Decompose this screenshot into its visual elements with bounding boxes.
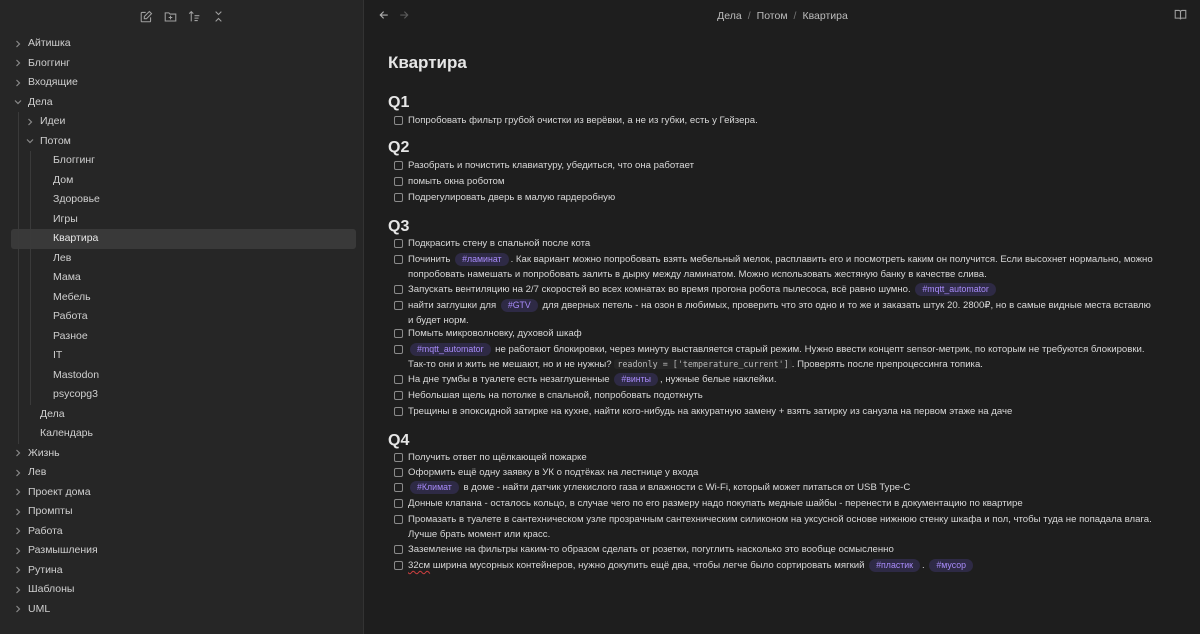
breadcrumb-item[interactable]: Дела (717, 10, 742, 22)
tree-item-label: IT (53, 349, 63, 361)
tree-file[interactable] (11, 327, 356, 347)
tree-folder[interactable] (11, 73, 356, 93)
tag-link[interactable]: #мусор (929, 559, 973, 572)
tree-item-label: Шаблоны (28, 583, 75, 595)
chevron-right-icon[interactable] (13, 580, 23, 600)
task-text (408, 512, 1154, 542)
task-text-segment: Починить (408, 254, 454, 265)
chevron-right-icon[interactable] (13, 561, 23, 581)
task-text (408, 558, 1154, 573)
tree-item-label: psycopg3 (53, 388, 98, 400)
tree-item-label: Промпты (28, 505, 73, 517)
tree-item-label: Лев (53, 251, 72, 264)
tree-file[interactable] (11, 190, 356, 210)
task-text (408, 113, 1154, 128)
chevron-down-icon[interactable] (25, 132, 35, 152)
tree-folder[interactable] (11, 93, 356, 113)
task-checkbox[interactable] (394, 561, 403, 570)
task-text-segment: Попробовать фильтр грубой очистки из верёвки, а не из губки, есть у Гейзера. (408, 115, 758, 126)
new-folder-icon[interactable] (163, 9, 177, 23)
task-text-segment: в доме - найти датчик углекислого газа и влажности с Wi-Fi, который может питаться от USB Type-C (460, 482, 911, 493)
task-text-segment: Трещины в эпоксидной затирке на кухне, найти кого-нибудь на аккуратную замену + взять затирку из санузла на первом этаже на даче (408, 406, 1013, 417)
indent-guide (18, 112, 19, 444)
task-checkbox[interactable] (394, 193, 403, 202)
tag-link[interactable]: #Климат (410, 481, 459, 494)
task-text-segment: Небольшая щель на потолке в спальной, попробовать подоткнуть (408, 390, 703, 401)
indent-guide (30, 151, 31, 405)
tree-folder[interactable] (11, 444, 356, 464)
task-checkbox[interactable] (394, 161, 403, 170)
task-text (408, 326, 1154, 341)
reading-view-book-icon[interactable] (1174, 8, 1188, 22)
tree-item-label: Работа (28, 524, 63, 537)
tree-file[interactable] (11, 288, 356, 308)
task-checkbox[interactable] (394, 177, 403, 186)
tree-item-label: Мебель (53, 290, 91, 303)
task-item (394, 158, 1154, 173)
task-text (408, 496, 1154, 511)
task-text (408, 342, 1154, 372)
task-text-segment: Заземление на фильтры каким-то образом сделать от розетки, погуглить насколько это вообще осмысленно (408, 544, 894, 555)
task-item (394, 450, 1154, 465)
tree-item-label: Квартира (53, 232, 99, 244)
task-text-segment: . Как вариант можно попробовать взять мебельный мелок, расплавить его и посмотреть каким он получится. Если высохнет нормально, можно попробовать намешать и попробовать залить в дырку между ламинатом. Можно использовать жестяную банку в качестве слива. (408, 254, 1153, 281)
task-text-segment: Промазать в туалете в сантехническом узле прозрачным сантехническим силиконом на уксусной основе нижнюю стенку шкафа и пол, чтобы туда не попадала влага. Лучше брать момент или красс. (408, 514, 1152, 541)
tree-item-label: Айтишка (28, 37, 71, 49)
sort-icon[interactable] (187, 9, 201, 23)
tree-item-label: Разное (53, 329, 88, 342)
tree-item-label: UML (28, 602, 51, 615)
chevron-right-icon[interactable] (13, 502, 23, 522)
tree-file[interactable] (11, 424, 356, 444)
editor-pane (365, 0, 1200, 634)
task-text (408, 236, 1154, 251)
new-note-icon[interactable] (139, 9, 153, 23)
task-checkbox[interactable] (394, 345, 403, 354)
task-text-segment: , нужные белые наклейки. (660, 374, 777, 385)
tree-folder[interactable] (11, 522, 356, 542)
tree-item-label: Дела (40, 407, 65, 420)
chevron-right-icon[interactable] (13, 522, 23, 542)
chevron-right-icon[interactable] (13, 600, 23, 620)
tree-folder[interactable] (11, 463, 356, 483)
tree-file[interactable] (11, 268, 356, 288)
task-text-segment: . (922, 560, 928, 571)
chevron-right-icon[interactable] (13, 34, 23, 54)
task-checkbox[interactable] (394, 483, 403, 492)
task-item (394, 465, 1154, 480)
tree-item-label: Здоровье (53, 193, 100, 205)
tree-folder[interactable] (11, 600, 356, 620)
task-text (408, 158, 1154, 173)
task-checkbox[interactable] (394, 545, 403, 554)
task-text (408, 174, 1154, 189)
file-explorer-sidebar (0, 0, 364, 634)
task-item (394, 342, 1154, 372)
tree-folder[interactable] (11, 132, 356, 152)
tree-folder[interactable] (11, 54, 356, 74)
task-text (408, 465, 1154, 480)
task-text (408, 450, 1154, 465)
sidebar-toolbar (0, 0, 364, 32)
breadcrumb-item[interactable]: Квартира (802, 10, 848, 22)
task-checkbox[interactable] (394, 239, 403, 248)
task-item (394, 480, 1154, 495)
tree-file[interactable] (11, 385, 356, 405)
task-item (394, 496, 1154, 511)
tree-item-label: Проект дома (28, 485, 91, 498)
tree-item-label: Идеи (40, 115, 66, 127)
tree-file[interactable] (11, 307, 356, 327)
task-item (394, 174, 1154, 189)
tree-folder[interactable] (11, 34, 356, 54)
tree-file[interactable] (11, 171, 356, 191)
task-checkbox[interactable] (394, 391, 403, 400)
task-checkbox[interactable] (394, 116, 403, 125)
task-text-segment: найти заглушки для (408, 300, 499, 311)
tag-link[interactable]: #ламинат (455, 253, 508, 266)
note-content (388, 50, 1178, 571)
inline-code: readonly = ['temperature_current'] (614, 359, 791, 369)
tree-item-label: Дела (28, 95, 53, 108)
task-text (408, 372, 1154, 387)
task-item (394, 190, 1154, 205)
task-item (394, 252, 1154, 282)
task-text (408, 298, 1154, 328)
task-item (394, 372, 1154, 387)
task-text (408, 404, 1154, 419)
tree-folder[interactable] (11, 483, 356, 503)
tag-link[interactable]: #mqtt_automator (410, 343, 491, 356)
task-text-segment: Запускать вентиляцию на 2/7 скоростей во всех комнатах во время прогона робота пылесоса, всё равно шумно. (408, 284, 914, 295)
tree-file[interactable] (11, 210, 356, 230)
tree-file[interactable] (11, 249, 356, 269)
task-text-segment: для дверных петель - на озон в любимых, проверить что это одно и то же и заказать штук 20. 2800₽, но в самые видные места вставлю и будет норм. (408, 300, 1151, 327)
task-checkbox[interactable] (394, 329, 403, 338)
task-checkbox[interactable] (394, 375, 403, 384)
task-text-segment: Подкрасить стену в спальной после кота (408, 238, 591, 249)
tree-item-label: Рутина (28, 563, 63, 576)
view-header (365, 0, 1200, 32)
section-heading: Q4 (388, 432, 410, 449)
task-checkbox[interactable] (394, 255, 403, 264)
chevron-right-icon[interactable] (13, 444, 23, 464)
task-text-segment: помыть окна роботом (408, 176, 505, 187)
task-checkbox[interactable] (394, 468, 403, 477)
task-item (394, 558, 1154, 573)
tree-item-label: Дом (53, 173, 74, 186)
tag-link[interactable]: #винты (614, 373, 658, 386)
tree-folder[interactable] (11, 580, 356, 600)
task-item (394, 388, 1154, 403)
tree-item-label: Блоггинг (28, 56, 71, 69)
tag-link[interactable]: #пластик (869, 559, 920, 572)
task-text (408, 282, 1154, 297)
task-text (408, 388, 1154, 403)
task-text-segment: Донные клапана - осталось кольцо, в случае чего по его размеру надо покупать медные шайбы - перенести в документацию по квартире (408, 498, 1023, 509)
chevron-right-icon[interactable] (25, 112, 35, 132)
tree-folder[interactable] (11, 561, 356, 581)
chevron-right-icon[interactable] (13, 54, 23, 74)
chevron-right-icon[interactable] (13, 541, 23, 561)
tree-item-label: Жизнь (28, 446, 60, 459)
task-checkbox[interactable] (394, 515, 403, 524)
tree-item-label: Игры (53, 212, 78, 225)
chevron-down-icon[interactable] (13, 93, 23, 113)
task-text-segment: Подрегулировать дверь в малую гардеробную (408, 192, 616, 203)
tree-file[interactable] (11, 405, 356, 425)
tree-file[interactable] (11, 366, 356, 386)
tag-link[interactable]: #mqtt_automator (915, 283, 996, 296)
task-checkbox[interactable] (394, 499, 403, 508)
tree-file[interactable] (11, 151, 356, 171)
tree-file[interactable] (11, 229, 356, 249)
tree-folder[interactable] (11, 541, 356, 561)
note-title: Квартира (388, 53, 467, 72)
section-heading: Q1 (388, 94, 410, 111)
task-item (394, 404, 1154, 419)
tree-item-label: Лев (28, 466, 47, 478)
task-text-segment: Получить ответ по щёлкающей пожарке (408, 452, 587, 463)
tree-item-label: Мама (53, 271, 81, 283)
task-item (394, 326, 1154, 341)
task-checkbox[interactable] (394, 301, 403, 310)
task-text (408, 190, 1154, 205)
chevron-right-icon[interactable] (13, 483, 23, 503)
task-item (394, 282, 1154, 297)
collapse-all-icon[interactable] (211, 9, 225, 23)
breadcrumb-separator: / (747, 10, 751, 22)
tree-item-label: Календарь (40, 427, 93, 439)
task-text-segment: Оформить ещё одну заявку в УК о подтёках на лестнице у входа (408, 467, 699, 478)
tree-item-label: Mastodon (53, 368, 100, 381)
task-text-segment: На дне тумбы в туалете есть незаглушенные (408, 374, 613, 385)
task-text-segment: не работают блокировки, через минуту выставляется старый режим. Нужно ввести концепт sensor-метрик, по которым не требуются блокировки. Так-то они и жить не мешают, но и не нужны? (408, 344, 1145, 371)
task-text-segment: Разобрать и почистить клавиатуру, убедиться, что она работает (408, 160, 694, 171)
section-heading: Q3 (388, 218, 410, 235)
chevron-right-icon[interactable] (13, 73, 23, 93)
task-checkbox[interactable] (394, 453, 403, 462)
task-item (394, 298, 1154, 328)
task-text (408, 542, 1154, 557)
tree-item-label: Размышления (28, 544, 98, 556)
chevron-right-icon[interactable] (13, 463, 23, 483)
task-checkbox[interactable] (394, 407, 403, 416)
tree-folder[interactable] (11, 502, 356, 522)
tree-file[interactable] (11, 346, 356, 366)
task-item (394, 236, 1154, 251)
task-text-segment: Помыть микроволновку, духовой шкаф (408, 328, 582, 339)
breadcrumb-item[interactable]: Потом (756, 10, 788, 22)
section-heading: Q2 (388, 139, 410, 156)
task-item (394, 512, 1154, 542)
task-text (408, 252, 1154, 282)
tree-folder[interactable] (11, 112, 356, 132)
tree-item-label: Входящие (28, 76, 78, 88)
task-item (394, 542, 1154, 557)
tree-item-label: Работа (53, 310, 88, 322)
breadcrumb (365, 0, 1200, 32)
task-text (408, 480, 1154, 495)
task-text-segment: ширина мусорных контейнеров, нужно докупить ещё два, чтобы легче было сортировать мягкий (430, 560, 868, 571)
task-checkbox[interactable] (394, 285, 403, 294)
task-item (394, 113, 1154, 128)
tree-item-label: Блоггинг (53, 154, 96, 166)
tree-item-label: Потом (40, 134, 71, 147)
breadcrumb-separator: / (793, 10, 797, 22)
misspelled-word: 32см (408, 560, 431, 571)
tag-link[interactable]: #GTV (501, 299, 538, 312)
task-text-segment: . Проверять после препроцессинга топика. (791, 359, 983, 371)
